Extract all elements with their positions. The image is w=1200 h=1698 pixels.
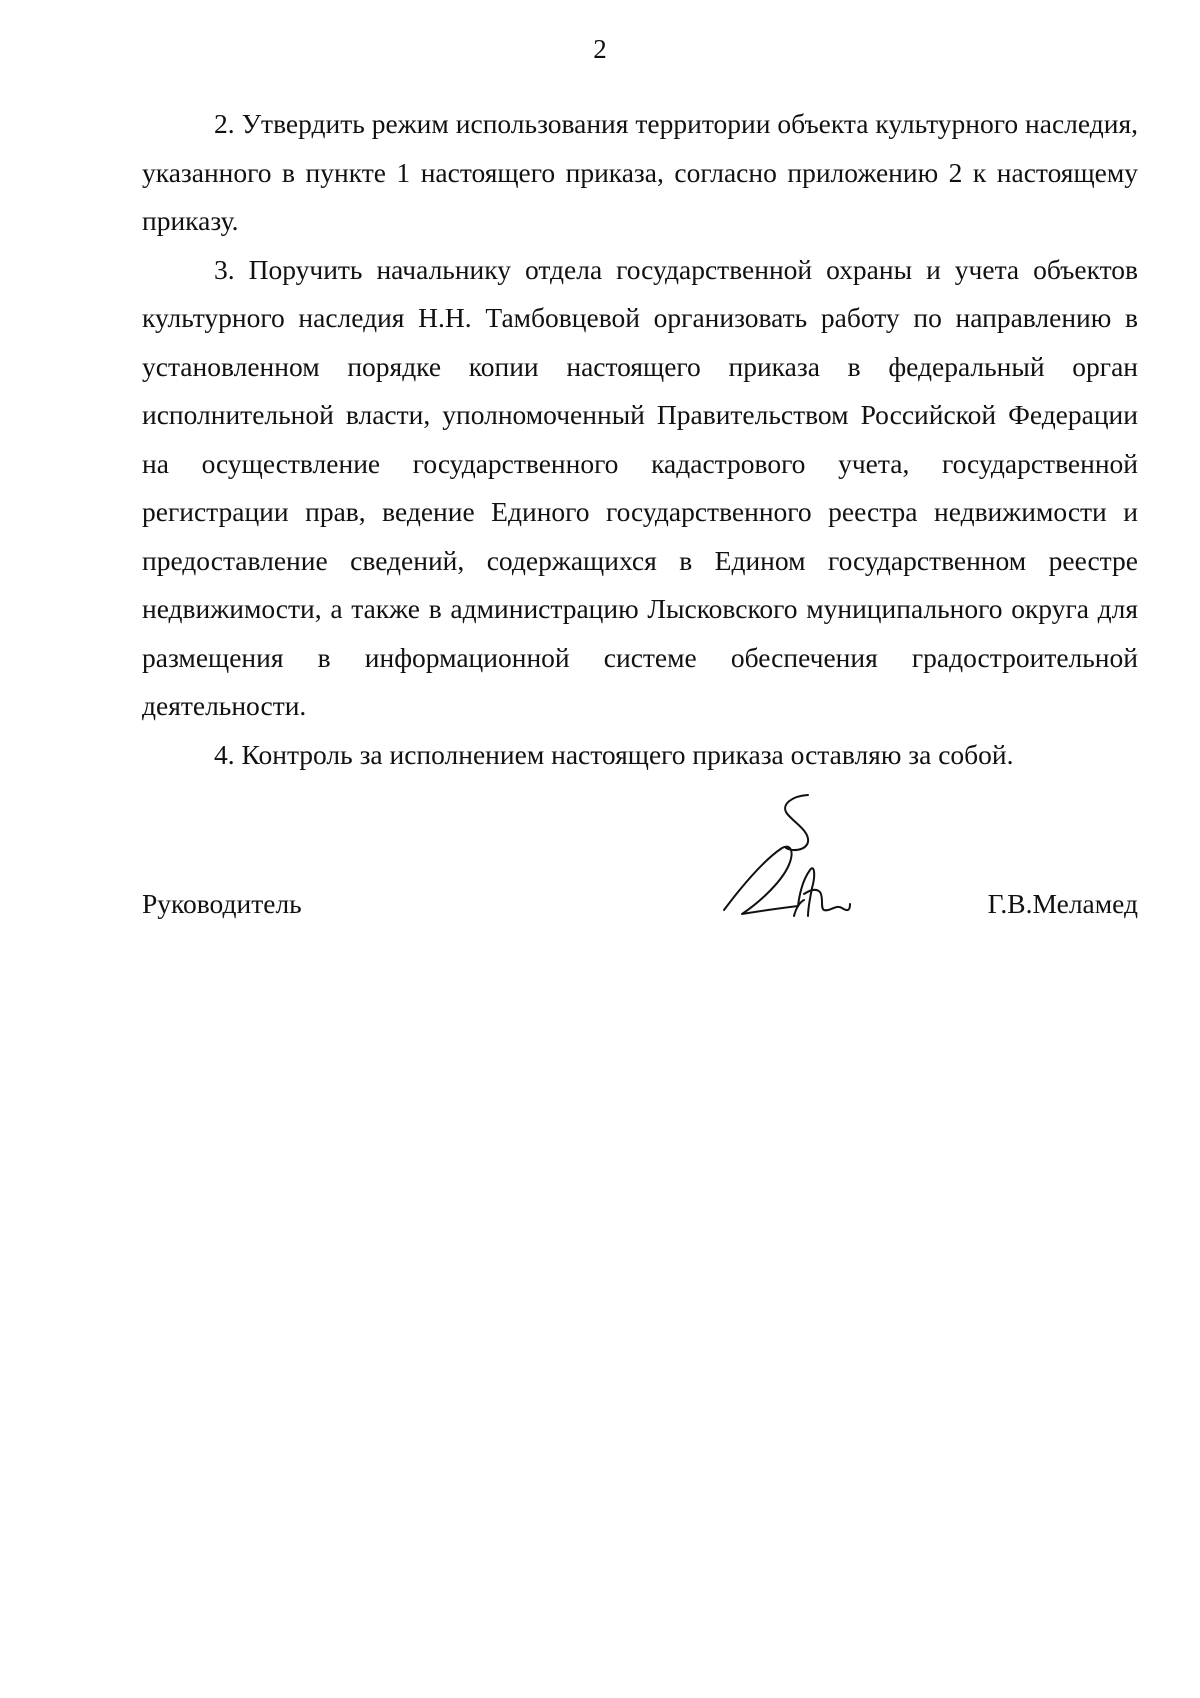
paragraph-3: 3. Поручить начальнику отдела государственной охраны и учета объектов культурного наследия Н.Н. Тамбовцевой организовать работу по направлению в установленном порядке копии настоящего приказа в федеральный орган исполнительной власти, уполномоченный Правительством Российской Федерации на осуществление государственного кадастрового учета, государственной регистрации прав, ведение Единого государственного реестра недвижимости и предоставление сведений, содержащихся в Едином государственном реестре недвижимости, а также в администрацию Лысковского муниципального округа для размещения в информационной системе обеспечения градостроительной деятельности.: [142, 253, 1138, 721]
signatory-position: Руководитель: [142, 888, 302, 919]
signature-block: [142, 880, 1138, 940]
document-body: [142, 100, 1138, 779]
paragraph-2: 2. Утвердить режим использования территории объекта культурного наследия, указанного в пункте 1 настоящего приказа, согласно приложению 2 к настоящему приказу.: [142, 108, 1138, 236]
page-number: 2: [593, 34, 607, 64]
signatory-name: Г.В.Меламед: [987, 888, 1138, 919]
paragraph-4: 4. Контроль за исполнением настоящего приказа оставляю за собой.: [214, 738, 1014, 770]
